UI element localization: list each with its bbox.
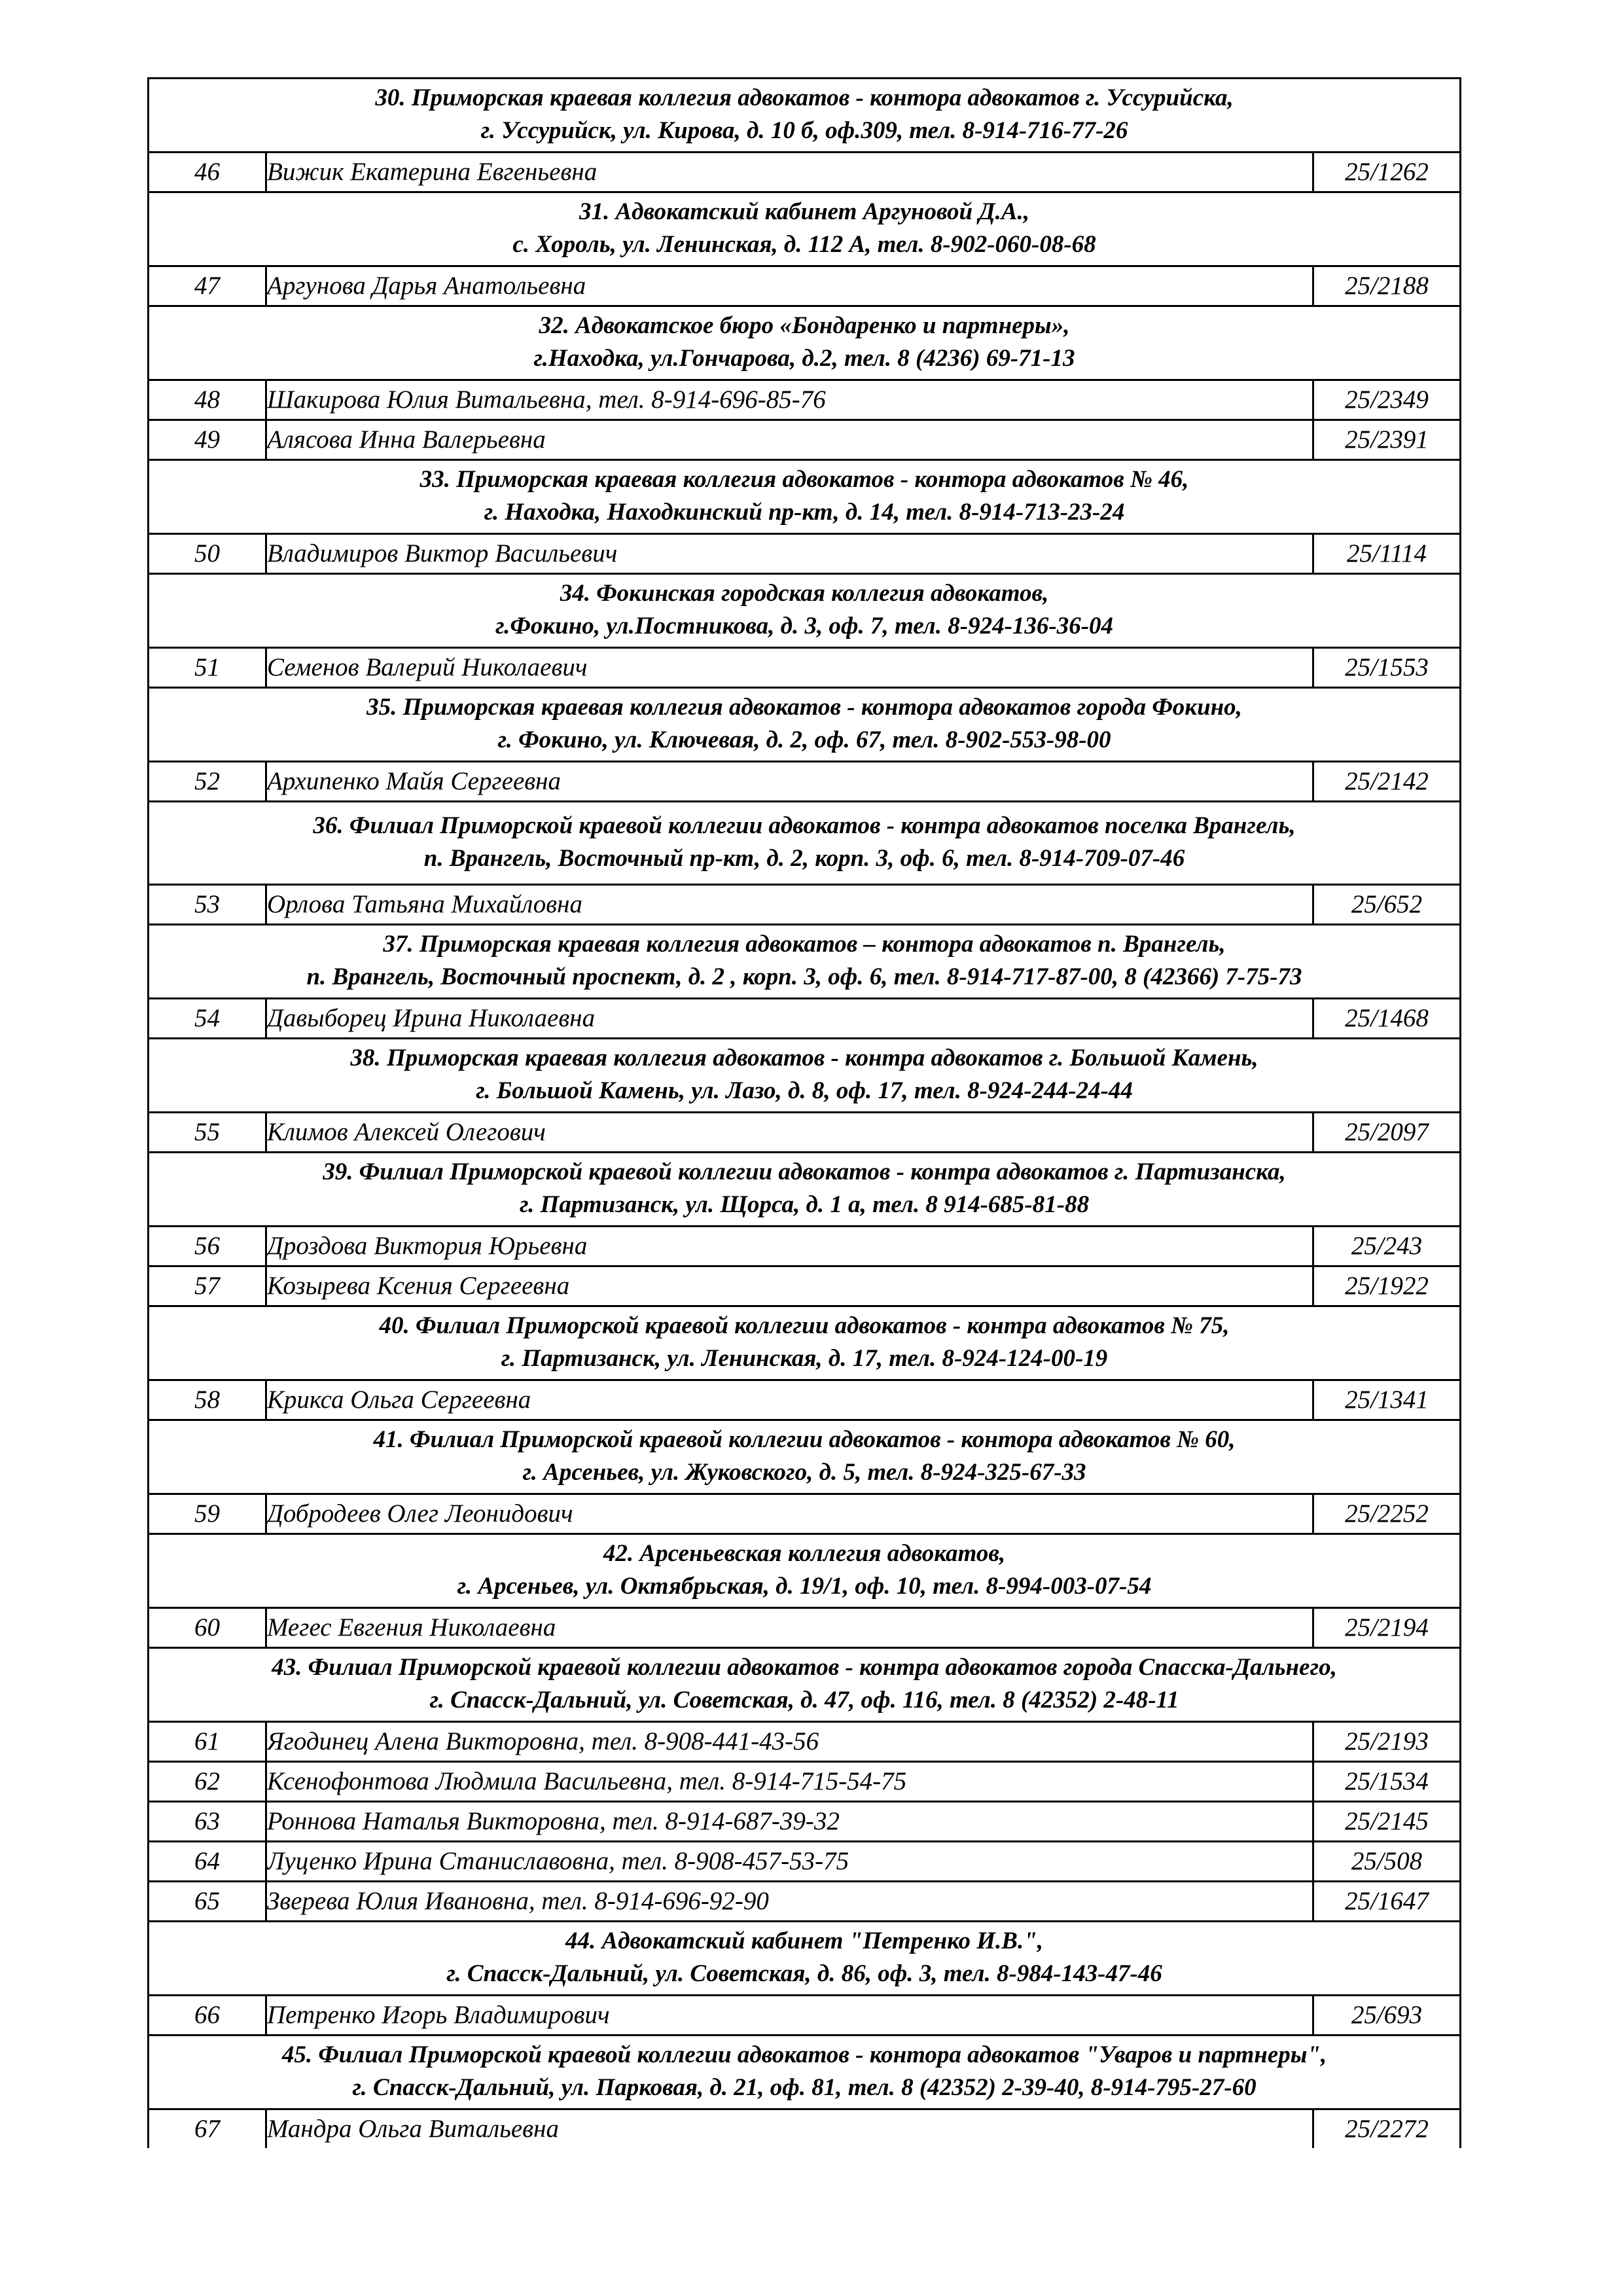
registry-number-cell: 25/2097: [1313, 1113, 1461, 1153]
lawyer-row: [149, 1227, 1461, 1266]
office-name-line: 42. Арсеньевская коллегия адвокатов,: [603, 1540, 1006, 1567]
office-name-line: 38. Приморская краевая коллегия адвокатов - контра адвокатов г. Большой Камень,: [350, 1045, 1258, 1071]
office-header-row: [149, 1922, 1461, 1996]
registry-number-cell: 25/2252: [1313, 1494, 1461, 1534]
office-header-cell: [149, 79, 1461, 152]
lawyer-row: [149, 1842, 1461, 1882]
office-name-line: 32. Адвокатское бюро «Бондаренко и партнеры»,: [539, 312, 1070, 339]
registry-number-cell: 25/243: [1313, 1227, 1461, 1266]
office-address-line: п. Врангель, Восточный проспект, д. 2 , корп. 3, оф. 6, тел. 8-914-717-87-00, 8 (42366) 7-75-73: [306, 963, 1302, 990]
lawyer-name-cell: Шакирова Юлия Витальевна, тел. 8-914-696-85-76: [266, 380, 1313, 420]
office-header-row: [149, 802, 1461, 885]
office-header-row: [149, 192, 1461, 266]
lawyer-number-cell: 54: [149, 999, 266, 1039]
lawyer-number-cell: 65: [149, 1882, 266, 1922]
lawyer-name-cell: Орлова Татьяна Михайловна: [266, 885, 1313, 925]
lawyer-number-cell: 61: [149, 1722, 266, 1762]
office-name-line: 36. Филиал Приморской краевой коллегии адвокатов - контра адвокатов поселка Врангель,: [313, 812, 1296, 839]
document-page: [147, 77, 1459, 2148]
office-name-line: 33. Приморская краевая коллегия адвокатов - контора адвокатов № 46,: [419, 466, 1189, 493]
registry-number-cell: 25/1922: [1313, 1266, 1461, 1306]
office-header-cell: [149, 688, 1461, 762]
lawyer-row: [149, 999, 1461, 1039]
office-address-line: г. Арсеньев, ул. Октябрьская, д. 19/1, оф. 10, тел. 8-994-003-07-54: [457, 1573, 1152, 1600]
office-name-line: 30. Приморская краевая коллегия адвокатов - контора адвокатов г. Уссурийска,: [375, 84, 1234, 111]
office-name-line: 34. Фокинская городская коллегия адвокатов,: [560, 580, 1049, 607]
lawyer-row: [149, 152, 1461, 192]
lawyer-number-cell: 58: [149, 1380, 266, 1420]
lawyer-number-cell: 48: [149, 380, 266, 420]
registry-number-cell: 25/2194: [1313, 1608, 1461, 1648]
registry-number-cell: 25/2145: [1313, 1802, 1461, 1842]
office-header-row: [149, 1306, 1461, 1380]
lawyer-name-cell: Аргунова Дарья Анатольевна: [266, 266, 1313, 306]
lawyer-name-cell: Роннова Наталья Викторовна, тел. 8-914-687-39-32: [266, 1802, 1313, 1842]
office-address-line: г. Партизанск, ул. Ленинская, д. 17, тел. 8-924-124-00-19: [501, 1345, 1108, 1372]
lawyer-name-cell: Зверева Юлия Ивановна, тел. 8-914-696-92-90: [266, 1882, 1313, 1922]
office-header-cell: [149, 1534, 1461, 1608]
lawyer-row: [149, 1608, 1461, 1648]
lawyer-number-cell: 56: [149, 1227, 266, 1266]
registry-number-cell: 25/2272: [1313, 2109, 1461, 2149]
registry-number-cell: 25/2349: [1313, 380, 1461, 420]
registry-number-cell: 25/1553: [1313, 648, 1461, 688]
lawyer-row: [149, 380, 1461, 420]
registry-number-cell: 25/1262: [1313, 152, 1461, 192]
lawyer-row: [149, 885, 1461, 925]
registry-number-cell: 25/1468: [1313, 999, 1461, 1039]
lawyer-number-cell: 64: [149, 1842, 266, 1882]
lawyer-number-cell: 49: [149, 420, 266, 460]
office-address-line: г. Находка, Находкинский пр-кт, д. 14, тел. 8-914-713-23-24: [484, 499, 1125, 526]
lawyer-row: [149, 1802, 1461, 1842]
registry-number-cell: 25/2188: [1313, 266, 1461, 306]
office-address-line: г. Уссурийск, ул. Кирова, д. 10 б, оф.309, тел. 8-914-716-77-26: [480, 117, 1128, 144]
office-header-row: [149, 1039, 1461, 1113]
lawyer-number-cell: 57: [149, 1266, 266, 1306]
lawyer-name-cell: Петренко Игорь Владимирович: [266, 1996, 1313, 2036]
office-header-row: [149, 306, 1461, 380]
office-address-line: г.Находка, ул.Гончарова, д.2, тел. 8 (4236) 69-71-13: [533, 345, 1075, 372]
lawyer-name-cell: Алясова Инна Валерьевна: [266, 420, 1313, 460]
lawyer-number-cell: 66: [149, 1996, 266, 2036]
office-name-line: 41. Филиал Приморской краевой коллегии адвокатов - контора адвокатов № 60,: [373, 1426, 1236, 1453]
lawyer-row: [149, 2109, 1461, 2149]
office-header-cell: [149, 2036, 1461, 2109]
office-header-row: [149, 79, 1461, 152]
lawyer-row: [149, 1882, 1461, 1922]
lawyer-name-cell: Архипенко Майя Сергеевна: [266, 762, 1313, 802]
lawyers-registry-table: [147, 77, 1461, 2148]
office-header-cell: [149, 1648, 1461, 1722]
office-header-cell: [149, 192, 1461, 266]
lawyer-row: [149, 1113, 1461, 1153]
office-header-cell: [149, 802, 1461, 885]
office-address-line: г. Спасск-Дальний, ул. Советская, д. 47, оф. 116, тел. 8 (42352) 2-48-11: [429, 1687, 1179, 1713]
lawyer-name-cell: Ягодинец Алена Викторовна, тел. 8-908-441-43-56: [266, 1722, 1313, 1762]
registry-number-cell: 25/2391: [1313, 420, 1461, 460]
lawyer-row: [149, 1494, 1461, 1534]
office-address-line: п. Врангель, Восточный пр-кт, д. 2, корп. 3, оф. 6, тел. 8-914-709-07-46: [423, 845, 1185, 872]
office-header-row: [149, 574, 1461, 648]
office-header-cell: [149, 460, 1461, 534]
registry-body: [149, 79, 1461, 2149]
office-name-line: 37. Приморская краевая коллегия адвокатов – контора адвокатов п. Врангель,: [383, 931, 1226, 958]
lawyer-name-cell: Ксенофонтова Людмила Васильевна, тел. 8-914-715-54-75: [266, 1762, 1313, 1802]
registry-number-cell: 25/1534: [1313, 1762, 1461, 1802]
office-header-cell: [149, 925, 1461, 999]
office-address-line: г. Спасск-Дальний, ул. Советская, д. 86, оф. 3, тел. 8-984-143-47-46: [446, 1960, 1162, 1987]
office-name-line: 31. Адвокатский кабинет Аргуновой Д.А.,: [579, 198, 1030, 225]
registry-number-cell: 25/1341: [1313, 1380, 1461, 1420]
office-name-line: 45. Филиал Приморской краевой коллегии адвокатов - контора адвокатов "Уваров и партнеры",: [281, 2041, 1327, 2068]
office-header-cell: [149, 574, 1461, 648]
office-address-line: г.Фокино, ул.Постникова, д. 3, оф. 7, тел. 8-924-136-36-04: [495, 613, 1114, 639]
lawyer-row: [149, 420, 1461, 460]
registry-number-cell: 25/508: [1313, 1842, 1461, 1882]
office-address-line: г. Фокино, ул. Ключевая, д. 2, оф. 67, тел. 8-902-553-98-00: [497, 726, 1111, 753]
lawyer-name-cell: Дроздова Виктория Юрьевна: [266, 1227, 1313, 1266]
office-header-cell: [149, 1420, 1461, 1494]
office-address-line: г. Арсеньев, ул. Жуковского, д. 5, тел. 8-924-325-67-33: [522, 1459, 1086, 1486]
lawyer-number-cell: 63: [149, 1802, 266, 1842]
lawyer-row: [149, 1266, 1461, 1306]
lawyer-number-cell: 59: [149, 1494, 266, 1534]
office-name-line: 40. Филиал Приморской краевой коллегии адвокатов - контра адвокатов № 75,: [379, 1312, 1230, 1339]
lawyer-row: [149, 762, 1461, 802]
lawyer-row: [149, 1996, 1461, 2036]
registry-number-cell: 25/652: [1313, 885, 1461, 925]
office-header-row: [149, 1534, 1461, 1608]
lawyer-number-cell: 60: [149, 1608, 266, 1648]
lawyer-row: [149, 1762, 1461, 1802]
lawyer-name-cell: Климов Алексей Олегович: [266, 1113, 1313, 1153]
lawyer-name-cell: Луценко Ирина Станиславовна, тел. 8-908-457-53-75: [266, 1842, 1313, 1882]
lawyer-number-cell: 53: [149, 885, 266, 925]
lawyer-name-cell: Владимиров Виктор Васильевич: [266, 534, 1313, 574]
lawyer-name-cell: Козырева Ксения Сергеевна: [266, 1266, 1313, 1306]
office-name-line: 44. Адвокатский кабинет "Петренко И.В.",: [565, 1928, 1044, 1954]
lawyer-name-cell: Мегес Евгения Николаевна: [266, 1608, 1313, 1648]
registry-number-cell: 25/693: [1313, 1996, 1461, 2036]
office-header-row: [149, 2036, 1461, 2109]
lawyer-number-cell: 46: [149, 152, 266, 192]
lawyer-row: [149, 1722, 1461, 1762]
lawyer-name-cell: Добродеев Олег Леонидович: [266, 1494, 1313, 1534]
office-header-row: [149, 1648, 1461, 1722]
office-header-cell: [149, 1306, 1461, 1380]
office-header-cell: [149, 1039, 1461, 1113]
lawyer-name-cell: Мандра Ольга Витальевна: [266, 2109, 1313, 2149]
lawyer-number-cell: 51: [149, 648, 266, 688]
lawyer-row: [149, 266, 1461, 306]
lawyer-name-cell: Давыборец Ирина Николаевна: [266, 999, 1313, 1039]
lawyer-row: [149, 534, 1461, 574]
lawyer-number-cell: 47: [149, 266, 266, 306]
office-header-cell: [149, 306, 1461, 380]
registry-number-cell: 25/1114: [1313, 534, 1461, 574]
office-address-line: г. Партизанск, ул. Щорса, д. 1 а, тел. 8 914-685-81-88: [519, 1191, 1090, 1218]
office-name-line: 39. Филиал Приморской краевой коллегии адвокатов - контра адвокатов г. Партизанска,: [323, 1158, 1286, 1185]
office-header-row: [149, 925, 1461, 999]
office-header-cell: [149, 1922, 1461, 1996]
office-address-line: г. Спасск-Дальний, ул. Парковая, д. 21, оф. 81, тел. 8 (42352) 2-39-40, 8-914-795-27-60: [352, 2074, 1257, 2101]
office-header-cell: [149, 1153, 1461, 1227]
registry-number-cell: 25/1647: [1313, 1882, 1461, 1922]
office-name-line: 35. Приморская краевая коллегия адвокатов - контора адвокатов города Фокино,: [366, 694, 1242, 721]
office-address-line: с. Хороль, ул. Ленинская, д. 112 А, тел. 8-902-060-08-68: [512, 231, 1096, 258]
office-header-row: [149, 688, 1461, 762]
office-name-line: 43. Филиал Приморской краевой коллегии адвокатов - контра адвокатов города Спасска-Дальнего,: [272, 1654, 1337, 1681]
office-address-line: г. Большой Камень, ул. Лазо, д. 8, оф. 17, тел. 8-924-244-24-44: [476, 1077, 1133, 1104]
lawyer-number-cell: 62: [149, 1762, 266, 1802]
lawyer-number-cell: 55: [149, 1113, 266, 1153]
office-header-row: [149, 1420, 1461, 1494]
lawyer-row: [149, 1380, 1461, 1420]
registry-number-cell: 25/2142: [1313, 762, 1461, 802]
lawyer-number-cell: 67: [149, 2109, 266, 2149]
office-header-row: [149, 1153, 1461, 1227]
lawyer-name-cell: Семенов Валерий Николаевич: [266, 648, 1313, 688]
lawyer-number-cell: 50: [149, 534, 266, 574]
office-header-row: [149, 460, 1461, 534]
lawyer-row: [149, 648, 1461, 688]
lawyer-name-cell: Крикса Ольга Сергеевна: [266, 1380, 1313, 1420]
registry-number-cell: 25/2193: [1313, 1722, 1461, 1762]
lawyer-name-cell: Вижик Екатерина Евгеньевна: [266, 152, 1313, 192]
lawyer-number-cell: 52: [149, 762, 266, 802]
